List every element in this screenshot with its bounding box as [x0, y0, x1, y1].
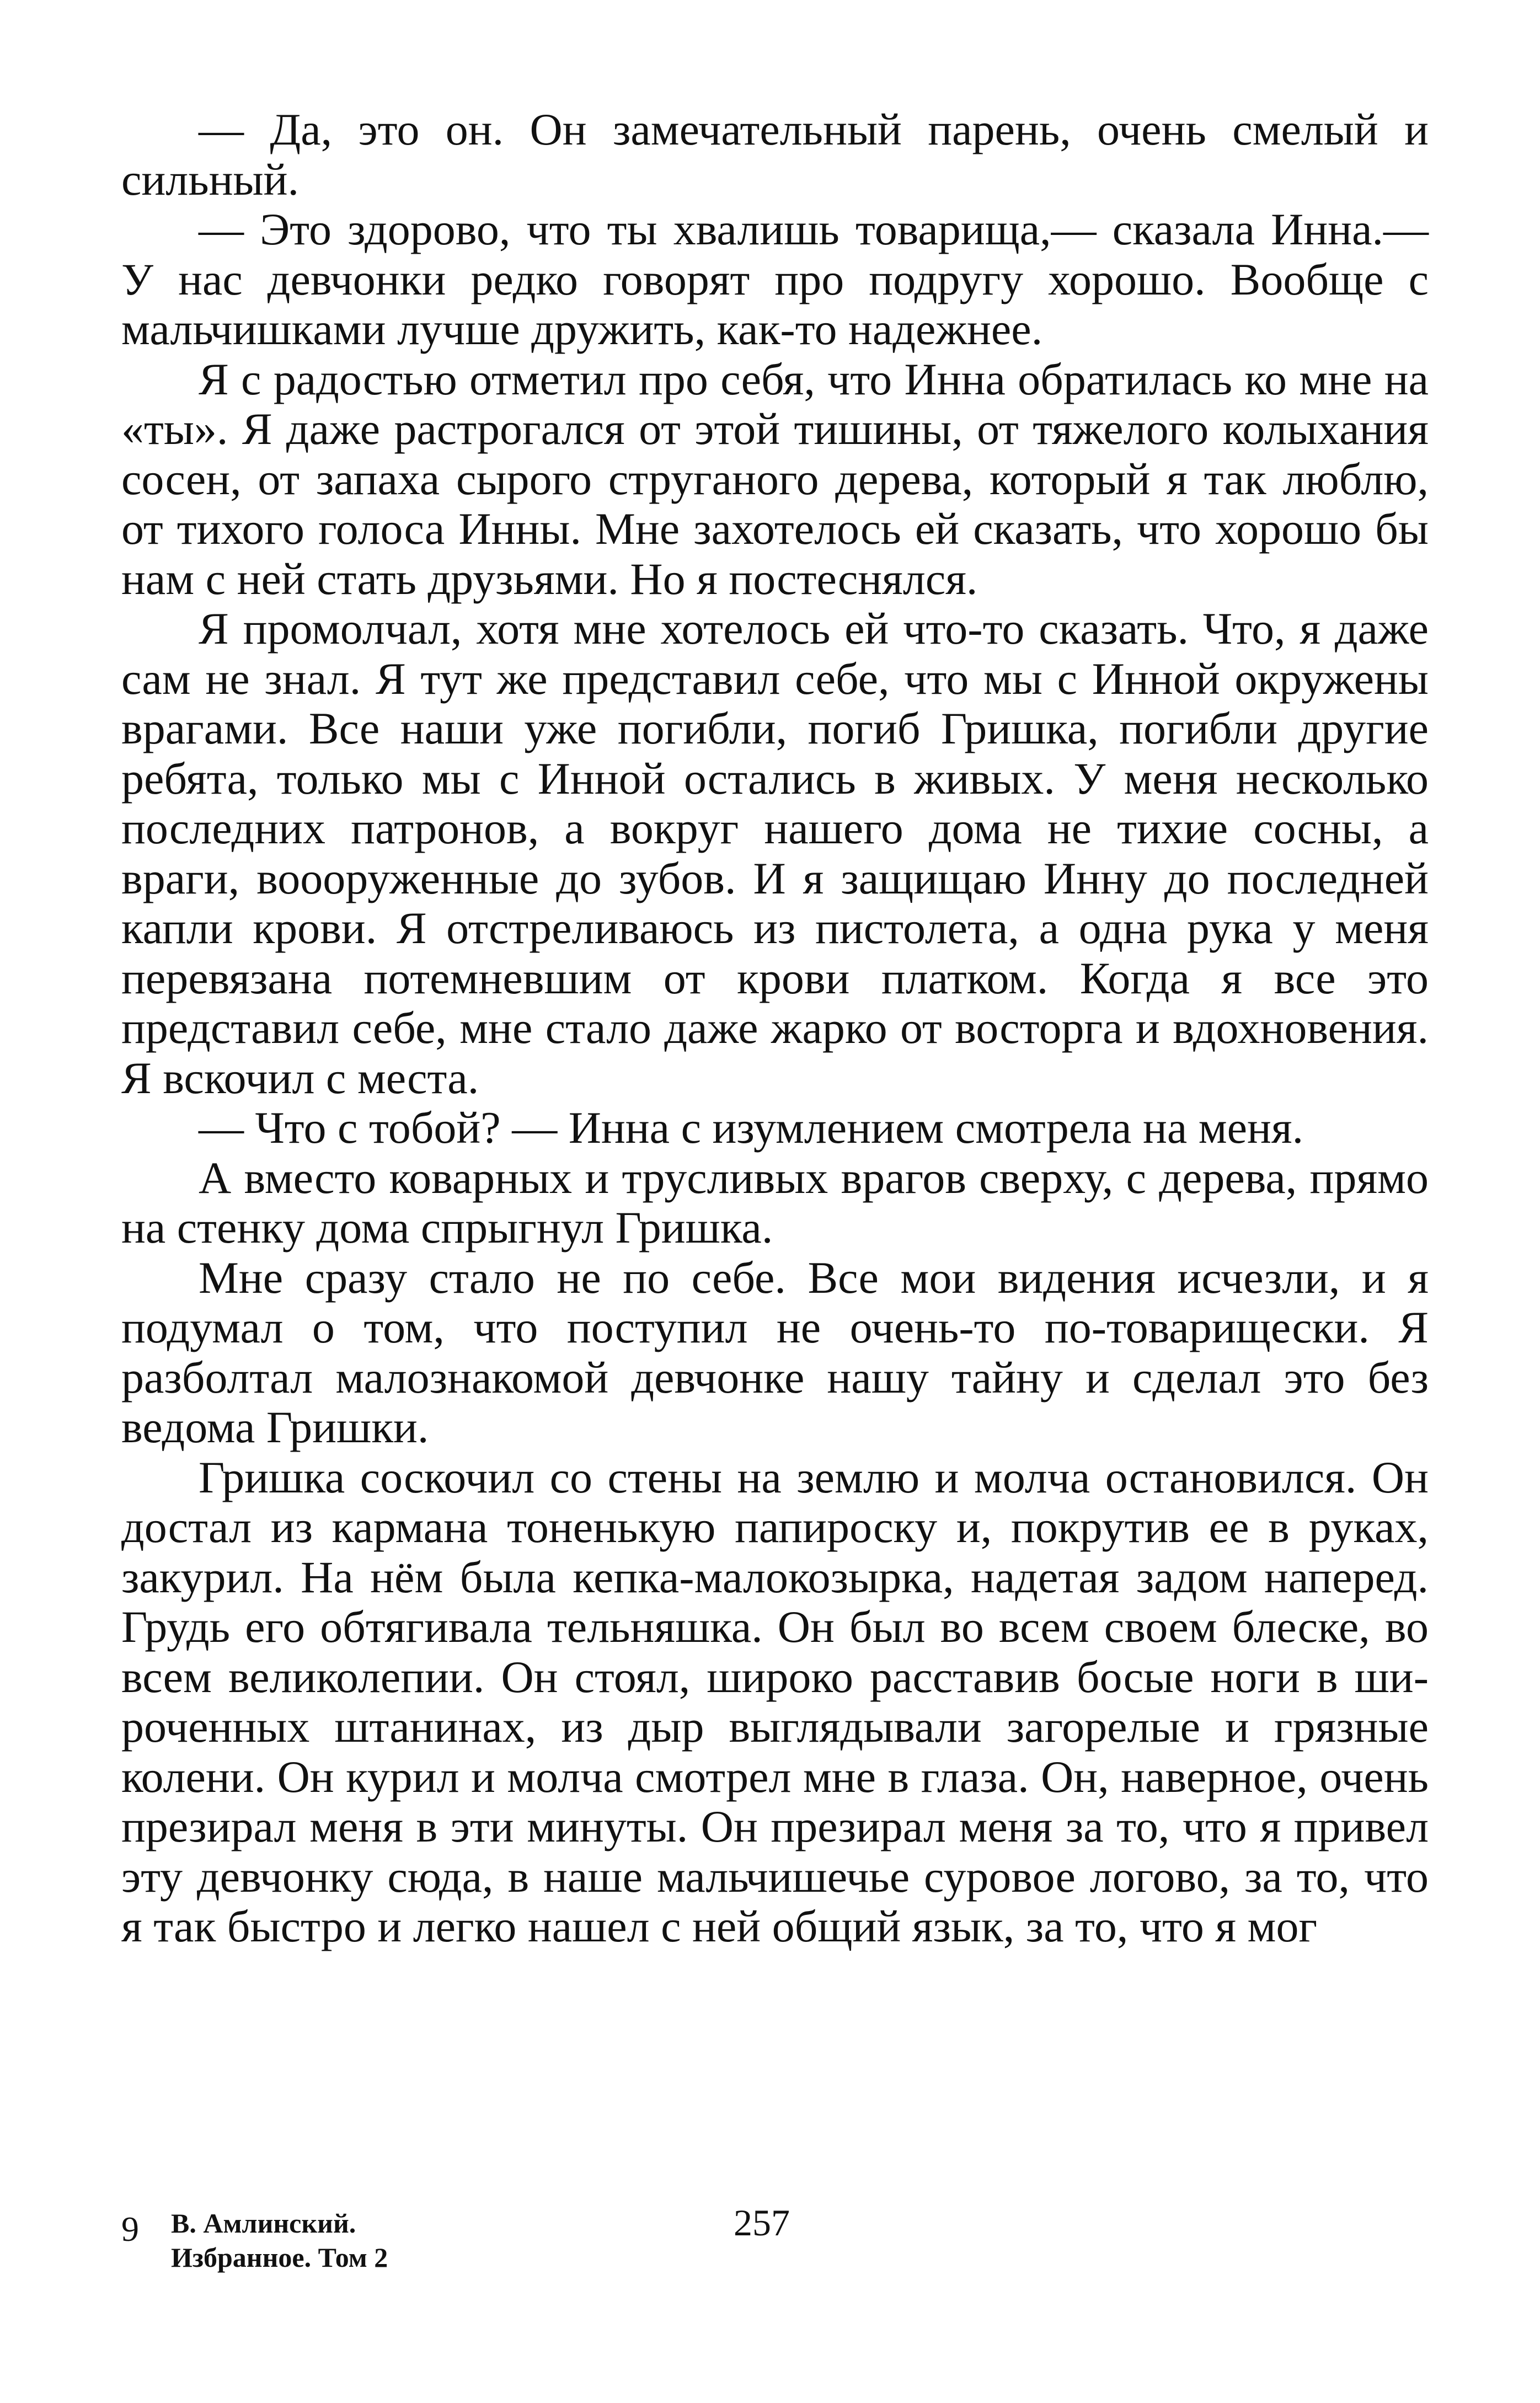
page-footer: [121, 2201, 1429, 2311]
signature-number: 9: [121, 2209, 139, 2249]
paragraph: Я с радостью отметил про себя, что Инна обратилась ко мне на «ты». Я даже растрогался от этой тишины, от тяжелого колыхания сосен, от запаха сырого струганого дерева, который я так люблю, от тихого голоса Инны. Мне захотелось ей сказать, что хорошо бы нам с ней стать друзьями. Но я постеснялся.: [121, 354, 1429, 604]
page-number: 257: [734, 2202, 790, 2244]
paragraph: Я промолчал, хотя мне хотелось ей что-то сказать. Что, я даже сам не знал. Я тут же представил себе, что мы с Инной окружены врагами. Все наши уже погибли, погиб Гришка, погибли другие ребята, только мы с Инной остались в живых. У меня несколько последних патронов, а вокруг нашего дома не тихие сосны, а враги, воооруженные до зубов. И я защищаю Инну до последней капли крови. Я отстреливаюсь из пистолета, а одна рука у меня перевязана потемневшим от крови платком. Когда я все это представил себе, мне стало даже жарко от восторга и вдохновения. Я вскочил с места.: [121, 603, 1429, 1103]
paragraph: — Да, это он. Он замечательный парень, очень смелый и сильный.: [121, 104, 1429, 205]
paragraph: — Что с тобой? — Инна с изумлением смотрела на меня.: [199, 1103, 1304, 1153]
paragraph: Гришка соскочил со стены на землю и молча остановился. Он достал из кармана тоненькую папироску и, покрутив ее в руках, закурил. На нём была кепка-малокозырка, надетая задом наперед. Грудь его обтягивала тельняшка. Он был во всем своем блеске, во всем великолепии. Он стоял, широко расставив босые ноги в широченных штанинах, из дыр выглядывали загорелые и грязные колени. Он курил и молча смотрел мне в глаза. Он, наверное, очень презирал меня в эти минуты. Он презирал меня за то, что я привел эту девчонку сюда, в наше мальчишечье суровое логово, за то, что я так быстро и легко нашел с ней общий язык, за то, что я мог: [121, 1452, 1429, 1951]
page-text: [121, 105, 1429, 1952]
paragraph: — Это здорово, что ты хвалишь товарища,— сказала Инна.— У нас девчонки редко говорят про подругу хорошо. Вообще с мальчишками лучше дружить, как-то надежнее.: [121, 204, 1429, 354]
signature-book: Избранное. Том 2: [171, 2242, 388, 2273]
paragraph: А вместо коварных и трусливых врагов сверху, с дерева, прямо на стенку дома спрыгнул Гришка.: [121, 1152, 1429, 1253]
paragraph: Мне сразу стало не по себе. Все мои видения исчезли, и я подумал о том, что поступил не очень-то по-товарищески. Я разболтал малознакомой девчонке нашу тайну и сделал это без ведома Гришки.: [121, 1252, 1429, 1452]
signature-author: В. Амлинский.: [171, 2208, 356, 2239]
